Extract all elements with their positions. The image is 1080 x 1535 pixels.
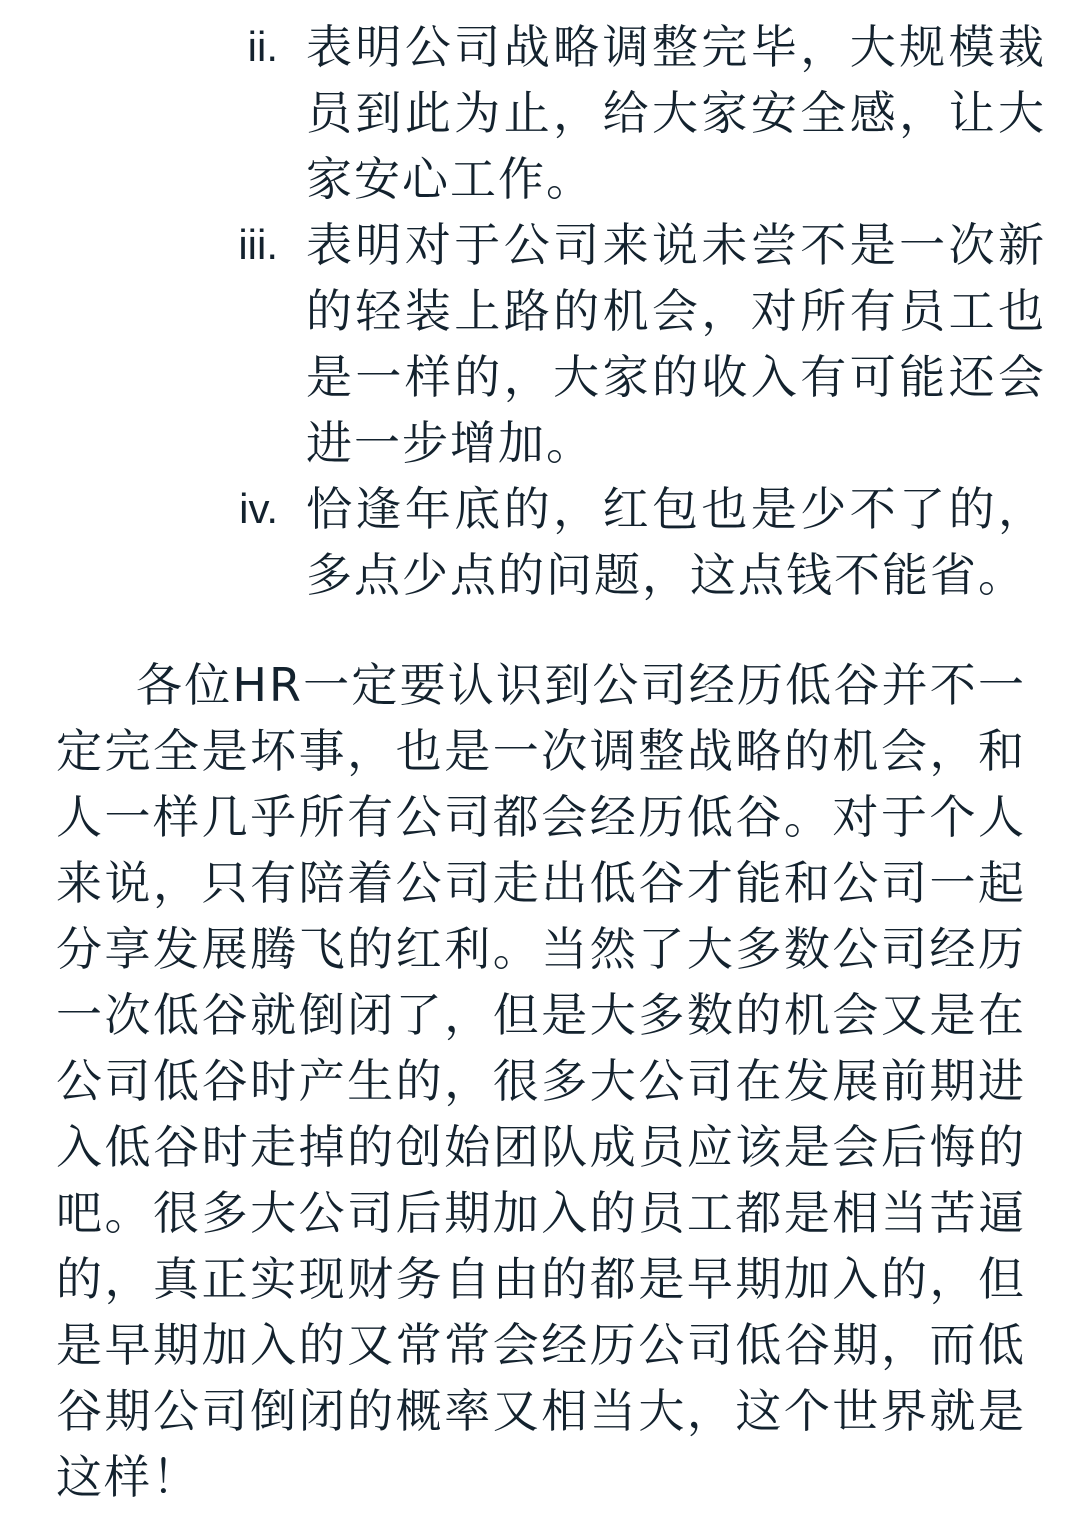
- list-item-marker: iv.: [239, 485, 278, 532]
- list-item: [0, 212, 1080, 476]
- list-item-marker: iii.: [238, 221, 278, 268]
- list-item: [0, 476, 1080, 608]
- list-item-text: 表明公司战略调整完毕，大规模裁员到此为止，给大家安全感，让大家安心工作。: [306, 20, 1046, 206]
- list-item-marker: ii.: [247, 23, 278, 70]
- list-item-text: 恰逢年底的，红包也是少不了的，多点少点的问题，这点钱不能省。: [306, 482, 1046, 602]
- roman-numeral-list: [0, 14, 1080, 608]
- list-item-text: 表明对于公司来说未尝不是一次新的轻装上路的机会，对所有员工也是一样的，大家的收入有可能还会进一步增加。: [306, 218, 1046, 470]
- body-paragraph: 各位HR一定要认识到公司经历低谷并不一定完全是坏事，也是一次调整战略的机会，和人一样几乎所有公司都会经历低谷。对于个人来说，只有陪着公司走出低谷才能和公司一起分享发展腾飞的红利。当然了大多数公司经历一次低谷就倒闭了，但是大多数的机会又是在公司低谷时产生的，很多大公司在发展前期进入低谷时走掉的创始团队成员应该是会后悔的吧。很多大公司后期加入的员工都是相当苦逼的，真正实现财务自由的都是早期加入的，但是早期加入的又常常会经历公司低谷期，而低谷期公司倒闭的概率又相当大，这个世界就是这样！: [56, 658, 1026, 1504]
- list-item: [0, 14, 1080, 212]
